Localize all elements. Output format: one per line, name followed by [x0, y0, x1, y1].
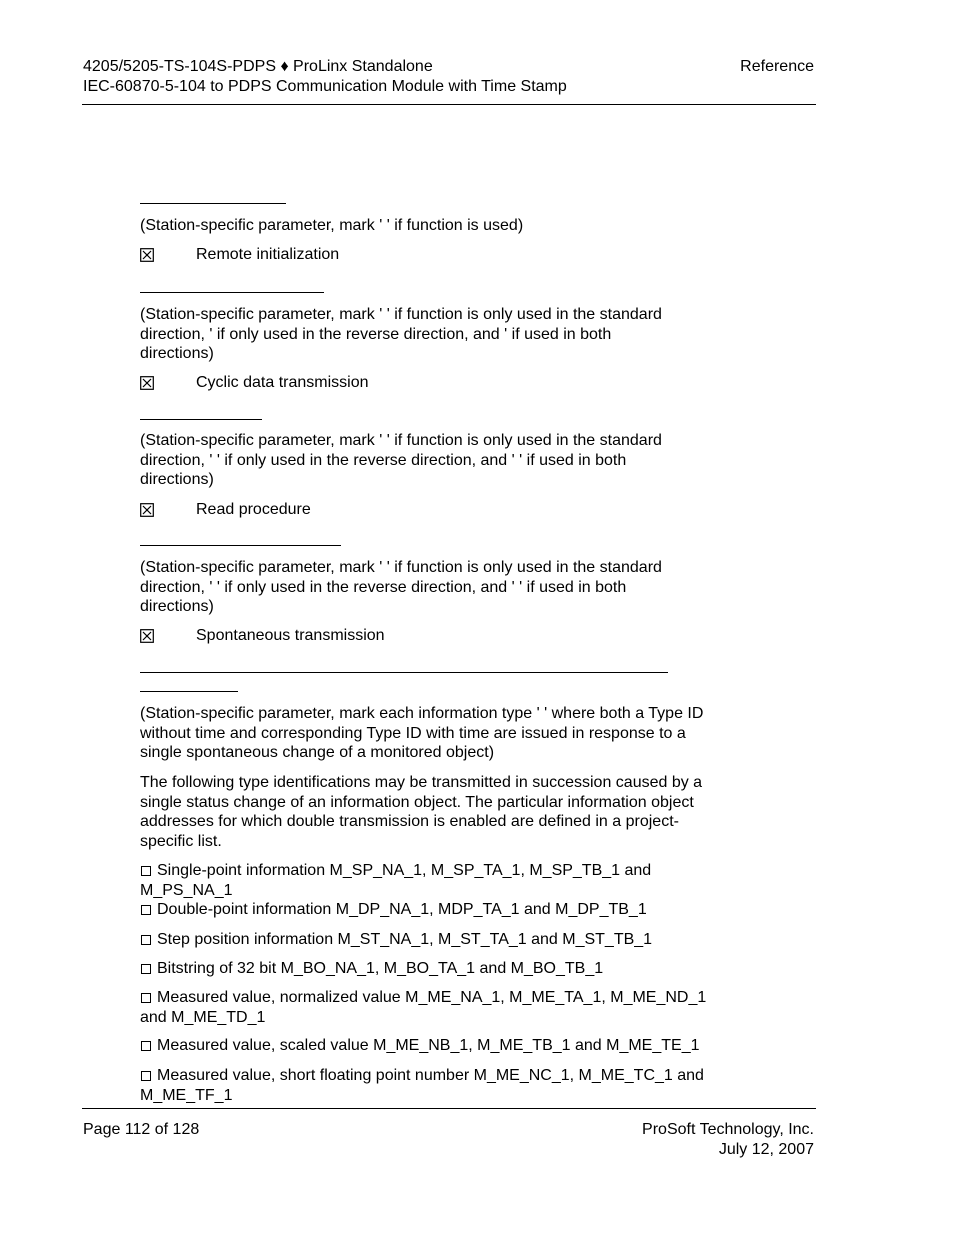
checkbox-label: Spontaneous transmission [196, 627, 385, 644]
section-heading-rule [140, 292, 324, 293]
checkbox-label: Read procedure [196, 501, 311, 518]
footer-company: ProSoft Technology, Inc. [642, 1121, 814, 1138]
header-subtitle: IEC-60870-5-104 to PDPS Communication Module with Time Stamp [83, 77, 567, 95]
intro-paragraph: The following type identifications may be transmitted in succession caused by a single status change of an information object. The particular information object addresses for which double transmission is enabled are defined in a project- specific list. [140, 774, 703, 850]
checked-box-icon [140, 248, 154, 262]
empty-checkbox-icon [141, 905, 151, 915]
list-item: Single-point information M_SP_NA_1, M_SP_TA_1, M_SP_TB_1 and M_PS_NA_1 [140, 862, 652, 899]
section-heading-rule [140, 419, 262, 420]
section-heading-rule [140, 691, 238, 692]
header-section: Reference [740, 58, 814, 75]
section-heading-rule [140, 203, 286, 204]
checked-box-icon [140, 503, 154, 517]
header-title: 4205/5205-TS-104S-PDPS ♦ ProLinx Standalone [83, 58, 433, 75]
empty-checkbox-icon [141, 935, 151, 945]
page-header [83, 57, 703, 96]
checkbox-label: Remote initialization [196, 246, 340, 263]
checked-box-icon [140, 629, 154, 643]
page-number: Page 112 of 128 [83, 1121, 200, 1138]
empty-checkbox-icon [141, 964, 151, 974]
checked-box-icon [140, 376, 154, 390]
empty-checkbox-icon [141, 866, 151, 876]
list-item: Measured value, scaled value M_ME_NB_1, M_ME_TB_1 and M_ME_TE_1 [140, 1036, 760, 1056]
empty-checkbox-icon [141, 1041, 151, 1051]
section-note: (Station-specific parameter, mark ' ' if function is only used in the standard direction, ' if only used in the reverse direction, and ' if used in both directions) [140, 306, 662, 363]
checkbox-label: Cyclic data transmission [196, 374, 369, 391]
header-rule [82, 104, 816, 105]
list-item: Double-point information M_DP_NA_1, MDP_TA_1 and M_DP_TB_1 [140, 900, 760, 920]
footer-rule [82, 1108, 816, 1109]
section-note: (Station-specific parameter, mark ' ' if function is used) [140, 217, 524, 234]
list-item: Measured value, normalized value M_ME_NA_1, M_ME_TA_1, M_ME_ND_1 and M_ME_TD_1 [140, 989, 707, 1026]
section-note: (Station-specific parameter, mark ' ' if function is only used in the standard direction, ' ' if only used in the reverse direction, and ' ' if used in both directions) [140, 559, 662, 616]
list-item: Bitstring of 32 bit M_BO_NA_1, M_BO_TA_1 and M_BO_TB_1 [140, 959, 760, 979]
section-heading-rule [140, 672, 668, 673]
empty-checkbox-icon [141, 1071, 151, 1081]
empty-checkbox-icon [141, 993, 151, 1003]
page-footer [642, 1120, 814, 1159]
section-heading-rule [140, 545, 341, 546]
section-note: (Station-specific parameter, mark each information type ' ' where both a Type ID without time and corresponding Type ID with time are issued in response to a single spontaneous change of a monitored object) [140, 705, 704, 762]
footer-date: July 12, 2007 [718, 1140, 814, 1158]
list-item: Step position information M_ST_NA_1, M_ST_TA_1 and M_ST_TB_1 [140, 930, 760, 950]
section-note: (Station-specific parameter, mark ' ' if function is only used in the standard direction, ' ' if only used in the reverse direction, and ' ' if used in both directions) [140, 432, 662, 489]
list-item: Measured value, short floating point number M_ME_NC_1, M_ME_TC_1 and M_ME_TF_1 [140, 1067, 704, 1104]
